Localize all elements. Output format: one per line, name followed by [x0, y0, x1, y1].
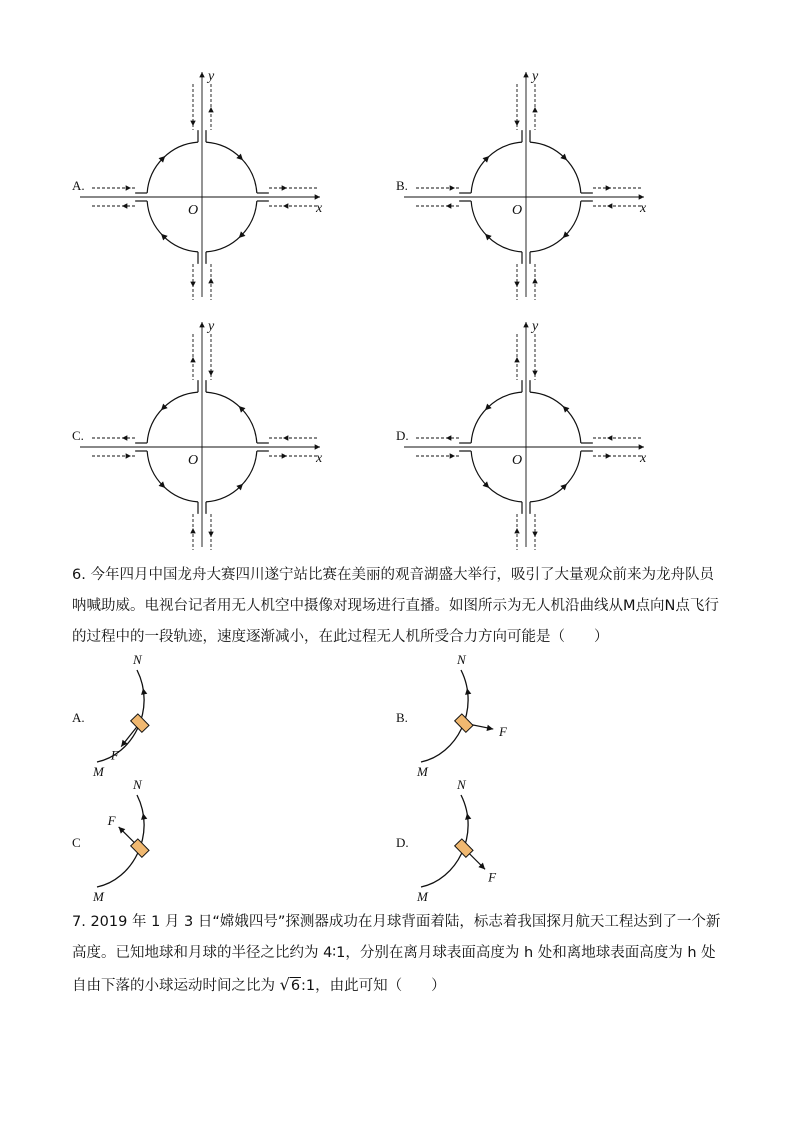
lane-arrow — [607, 435, 612, 440]
point-m-label: M — [93, 764, 104, 779]
option-label: D. — [396, 428, 409, 443]
x-axis-label: x — [316, 201, 323, 216]
ratio-rest: :1 — [301, 978, 316, 994]
trajectory-direction-arrow — [465, 813, 471, 820]
lane-arrow — [208, 371, 213, 376]
y-axis-arrow — [523, 322, 528, 327]
x-axis-arrow — [315, 194, 320, 199]
option-label: A. — [72, 710, 85, 725]
point-n-label: N — [133, 652, 142, 667]
drone-trajectory-diagram — [386, 650, 546, 780]
lane-arrow — [282, 453, 287, 458]
trajectory-direction-arrow — [141, 813, 147, 820]
lane-arrow — [450, 453, 455, 458]
origin-label: O — [188, 453, 199, 468]
question-7-lead: 7. 2019 年 1 月 3 日“嫦娥四号”探测器成功在月球背面着陆，标志着我国探月航天工程达到了一个新高度。已知地球和月球的半径之比约为 4∶1，分别在离月球表面高度为 h 处和离地球表面高度为 h 处自由下落的小球运动时间之比为 — [72, 914, 721, 994]
drone-trajectory-diagram — [386, 775, 546, 905]
option-label: B. — [396, 710, 408, 725]
point-m-label: M — [93, 889, 104, 904]
lane-arrow — [514, 121, 519, 126]
x-axis-arrow — [639, 194, 644, 199]
point-n-label: N — [133, 777, 142, 792]
lane-arrow — [450, 185, 455, 190]
force-label: F — [488, 869, 497, 885]
lane-arrow — [126, 453, 131, 458]
lane-arrow — [514, 282, 519, 287]
point-n-label: N — [457, 652, 466, 667]
y-axis-arrow — [199, 322, 204, 327]
x-axis-arrow — [639, 444, 644, 449]
option-a-traffic-figure — [62, 62, 352, 307]
ring-arc — [206, 451, 257, 502]
point-m-label: M — [417, 889, 428, 904]
lane-arrow — [283, 435, 288, 440]
ring-arc — [530, 142, 581, 193]
lane-arrow — [532, 371, 537, 376]
origin-label: O — [188, 203, 199, 218]
lane-arrow — [514, 528, 519, 533]
trajectory-direction-arrow — [465, 688, 471, 695]
lane-arrow — [208, 107, 213, 112]
ring-arc — [530, 451, 581, 502]
roundabout-diagram — [386, 312, 676, 557]
option-label: B. — [396, 178, 408, 193]
option-label: D. — [396, 835, 409, 850]
q6-option-c-figure — [62, 775, 222, 905]
lane-arrow — [607, 203, 612, 208]
ring-arc — [206, 392, 257, 443]
lane-arrow — [190, 121, 195, 126]
ring-arc — [471, 392, 522, 443]
roundabout-diagram — [386, 62, 676, 307]
y-axis-arrow — [523, 72, 528, 77]
force-label: F — [110, 747, 119, 763]
drone-trajectory-diagram — [62, 775, 222, 905]
lane-arrow — [532, 278, 537, 283]
x-axis-arrow — [315, 444, 320, 449]
question-7-tail: ，由此可知（ ） — [315, 978, 446, 994]
drone-body — [131, 714, 149, 732]
question-6-text: 6. 今年四月中国龙舟大赛四川遂宁站比赛在美丽的观音湖盛大举行，吸引了大量观众前来为龙舟队员呐喊助威。电视台记者用无人机空中摄像对现场进行直播。如图所示为无人机沿曲线从M点向N点飞行的过程中的一段轨迹，速度逐渐减小，在此过程无人机所受合力方向可能是（ ） — [72, 567, 719, 645]
option-label: C. — [72, 428, 84, 443]
lane-arrow — [446, 435, 451, 440]
lane-arrow — [283, 203, 288, 208]
ring-arc — [530, 201, 581, 252]
q6-option-b-figure — [386, 650, 546, 780]
lane-arrow — [122, 435, 127, 440]
lane-arrow — [190, 528, 195, 533]
option-c-traffic-figure — [62, 312, 352, 557]
lane-arrow — [190, 282, 195, 287]
ring-arc — [147, 142, 198, 193]
lane-arrow — [446, 203, 451, 208]
lane-arrow — [208, 278, 213, 283]
ring-arc — [147, 392, 198, 443]
sqrt-expression: √6:1 — [279, 975, 316, 994]
force-vector-arrow — [487, 725, 494, 731]
drone-trajectory-diagram — [62, 650, 222, 780]
option-b-traffic-figure — [386, 62, 676, 307]
lane-arrow — [282, 185, 287, 190]
ring-arc — [530, 392, 581, 443]
origin-label: O — [512, 453, 523, 468]
point-n-label: N — [457, 777, 466, 792]
lane-arrow — [514, 357, 519, 362]
lane-arrow — [532, 532, 537, 537]
y-axis-label: y — [532, 69, 539, 84]
question-7-text — [72, 907, 722, 1002]
q6-option-a-figure — [62, 650, 222, 780]
ring-arc — [206, 201, 257, 252]
lane-arrow — [606, 185, 611, 190]
ring-arc — [206, 142, 257, 193]
trajectory-direction-arrow — [141, 688, 147, 695]
y-axis-label: y — [208, 69, 215, 84]
ring-arc — [471, 142, 522, 193]
x-axis-label: x — [316, 451, 323, 466]
drone-body — [455, 714, 473, 732]
sqrt-radicand: 6 — [290, 978, 301, 994]
lane-arrow — [606, 453, 611, 458]
y-axis-label: y — [208, 319, 215, 334]
lane-arrow — [208, 532, 213, 537]
force-label: F — [499, 724, 508, 740]
lane-arrow — [532, 107, 537, 112]
y-axis-label: y — [532, 319, 539, 334]
option-label: C — [72, 835, 81, 850]
roundabout-diagram — [62, 62, 352, 307]
y-axis-arrow — [199, 72, 204, 77]
x-axis-label: x — [640, 201, 647, 216]
origin-label: O — [512, 203, 523, 218]
x-axis-label: x — [640, 451, 647, 466]
option-d-traffic-figure — [386, 312, 676, 557]
roundabout-diagram — [62, 312, 352, 557]
force-label: F — [107, 812, 116, 828]
q6-option-d-figure — [386, 775, 546, 905]
lane-arrow — [190, 357, 195, 362]
point-m-label: M — [417, 764, 428, 779]
lane-arrow — [122, 203, 127, 208]
option-label: A. — [72, 178, 85, 193]
lane-arrow — [126, 185, 131, 190]
